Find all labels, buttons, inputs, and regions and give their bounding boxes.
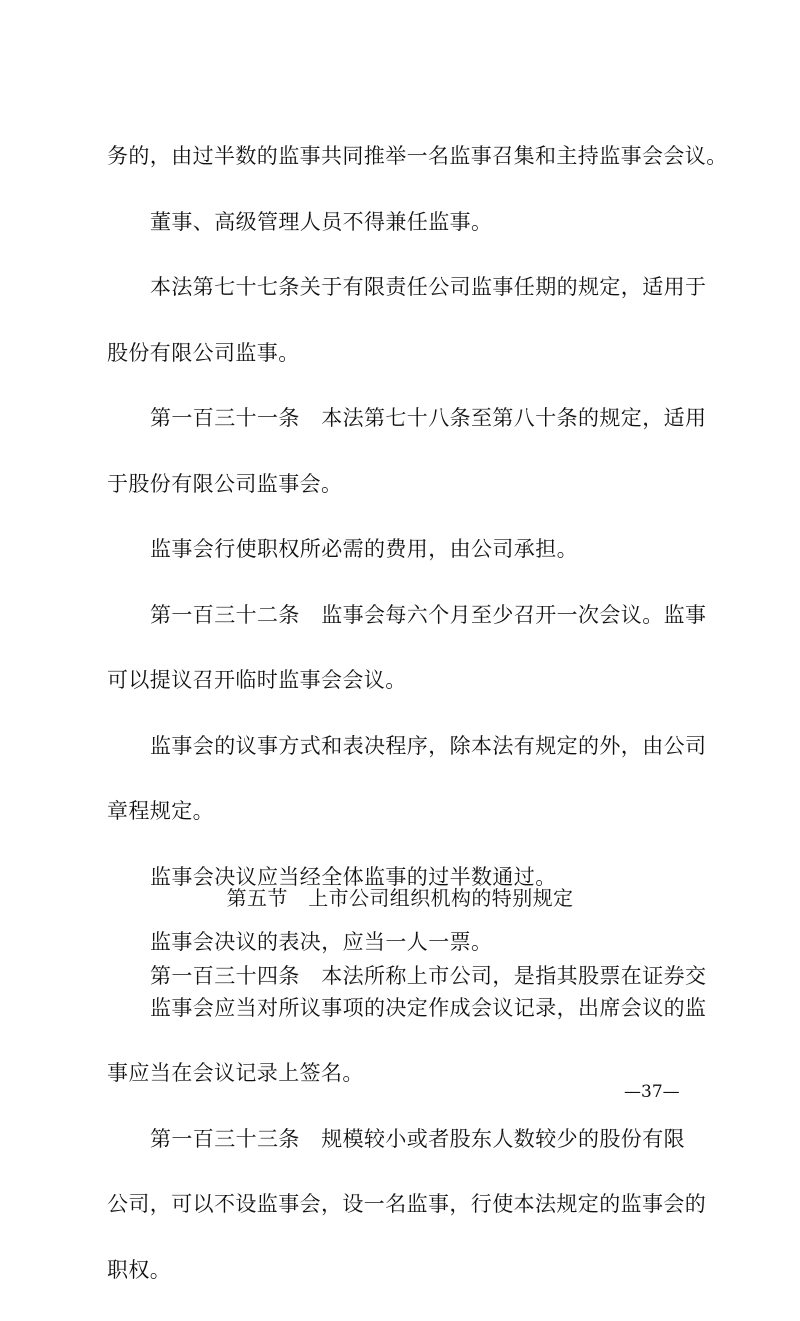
- text-line-4: 股份有限公司监事。: [107, 340, 300, 365]
- text-line-17: 公司，可以不设监事会，设一名监事，行使本法规定的监事会的: [107, 1192, 707, 1216]
- text-line-6: 于股份有限公司监事会。: [107, 471, 343, 496]
- text-line-14: 监事会应当对所议事项的决定作成会议记录，出席会议的监: [150, 995, 707, 1020]
- text-line-11: 章程规定。: [107, 799, 214, 823]
- text-line-9: 可以提议召开临时监事会会议。: [107, 668, 407, 692]
- text-line-13: 监事会决议的表决，应当一人一票。: [150, 930, 493, 954]
- text-line-18: 职权。: [107, 1257, 172, 1282]
- text-line-10: 监事会的议事方式和表决程序，除本法有规定的外，由公司: [150, 733, 707, 758]
- section-heading: 第五节 上市公司组织机构的特别规定: [226, 886, 574, 910]
- text-line-15: 事应当在会议记录上签名。: [107, 1061, 364, 1085]
- article-132-line: 第一百三十二条 监事会每六个月至少召开一次会议。监事: [150, 602, 707, 627]
- text-line-12: 监事会决议应当经全体监事的过半数通过。: [150, 864, 557, 889]
- article-134-line: 第一百三十四条 本法所称上市公司，是指其股票在证券交: [150, 964, 707, 988]
- text-line-7: 监事会行使职权所必需的费用，由公司承担。: [150, 537, 578, 561]
- article-133-line: 第一百三十三条 规模较小或者股东人数较少的股份有限: [150, 1126, 685, 1151]
- text-line-3: 本法第七十七条关于有限责任公司监事任期的规定，适用于: [150, 275, 707, 299]
- page-number: —37—: [624, 1082, 680, 1102]
- document-body: [107, 142, 728, 1321]
- text-line-1: 务的，由过半数的监事共同推举一名监事召集和主持监事会会议。: [107, 144, 728, 168]
- article-131-line: 第一百三十一条 本法第七十八条至第八十条的规定，适用: [150, 406, 707, 430]
- text-line-2: 董事、高级管理人员不得兼任监事。: [150, 209, 493, 234]
